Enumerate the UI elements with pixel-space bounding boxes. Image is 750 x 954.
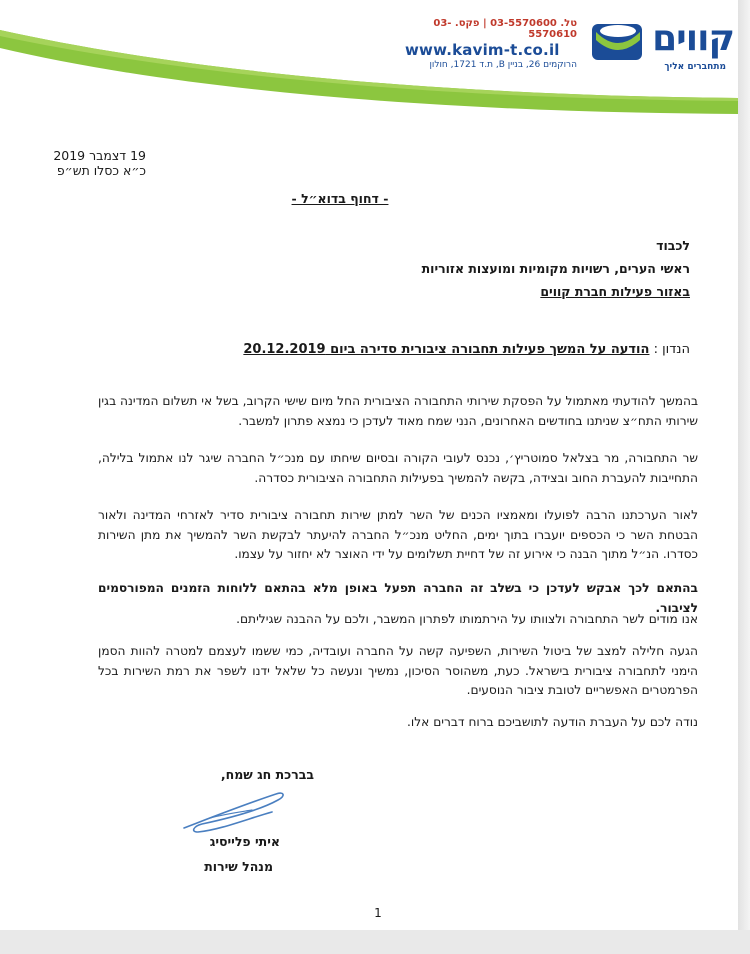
- body-paragraph: בהמשך להודעתי מאתמול על הפסקת שירותי התחבורה הציבורית החל מיום שישי הקרוב, בשל אי תשלום המדינה בגין שירותי התח״צ שניתנו בחודשים האחרונים, הנני שמח מאוד לעדכן כי נמצא פתרון למשבר.: [98, 394, 698, 428]
- letter-date: [6, 148, 146, 178]
- body-paragraph: לאור הערכתנו הרבה לפועלו ומאמציו הכנים של השר למתן שירות תחבורה ציבורית סדיר לאזרחי המדינה ולאור הבטחת השר כי הכספים יועברו בתוך ימים, החליט מנכ״ל החברה להיעתר לבקשת השר להמשיך את מתן השירות כסדרו. הנ״ל מתוך הבנה כי אירוע זה של דחיית תשלומים על ידי האוצר לא יחזור על עצמו.: [98, 508, 698, 562]
- company-name: קווים: [652, 18, 734, 59]
- handwritten-signature: [180, 788, 290, 838]
- signer-title: מנהל שירות: [204, 859, 273, 874]
- website-link[interactable]: www.kavim-t.co.il: [405, 41, 560, 59]
- phone-fax: טל. 03-5570600 | פקס. 03-5570610: [433, 18, 577, 40]
- page-number: 1: [374, 906, 382, 920]
- to-line: לכבוד: [656, 238, 690, 253]
- company-address: הרוקמים 26, בניין B, ת.ד 1721, חולון: [429, 60, 577, 70]
- closing-greeting: בברכת חג שמח,: [220, 767, 314, 782]
- distribution-note: [200, 191, 480, 206]
- subject-text: הודעה על המשך פעילות תחבורה ציבורית סדירה ביום 20.12.2019: [243, 342, 650, 357]
- body-paragraph: שר התחבורה, מר בצלאל סמוטריץ׳, נכנס לעובי הקורה ובסיום שיחתו עם מנכ״ל החברה שיגר לנו אתמול בלילה, התחייבות להעברת החוב ובצידה, בקשה להמשיך בפעילות התחבורה הציבורית כסדרה.: [98, 451, 698, 485]
- body-paragraph: נודה לכם על העברת הודעה לתושביכם ברוח דברים אלו.: [407, 715, 698, 729]
- logo-mark-icon: [590, 18, 646, 64]
- date-hebrew: כ״א כסלו תש״פ: [56, 163, 146, 178]
- body-paragraph: אנו מודים לשר התחבורה ולצוותו על הירתמותו לפתרון המשבר, ולכם על ההבנה שגיליתם.: [236, 612, 698, 626]
- area-line: באזור פעילות חברת קווים: [540, 284, 690, 299]
- page-edge-shadow: [738, 0, 750, 954]
- date-gregorian: 19 דצמבר 2019: [53, 148, 146, 163]
- distribution-text: - דחוף בדוא״ל -: [291, 191, 389, 206]
- subject-line: [90, 340, 690, 360]
- recipient-block: [290, 234, 690, 303]
- company-slogan: מתחברים אליך: [664, 62, 726, 72]
- subject-prefix: הנדון :: [653, 342, 690, 357]
- recipients-line: ראשי הערים, רשויות מקומיות ומועצות אזוריות: [421, 261, 690, 276]
- contact-block: [405, 18, 577, 70]
- signer-name: איתי פלייסיג: [209, 834, 280, 849]
- company-logo: [590, 14, 740, 86]
- body-paragraph: הגעה חלילה למצב של ביטול השירות, השפיעה קשה על החברה ועובדיה, כמי ששמו לעצמם למטרה להוות הסמן הימני לתחבורה ציבורית בישראל. כעת, משהוסר הסיכון, נמשיך ונעשה כל שלאל ידנו לשפר את רמת השירות בכל הפרמטרים האפשריים לטובת ציבור הנוסעים.: [98, 644, 698, 698]
- body-paragraph-bold: בהתאם לכך אבקש לעדכן כי בשלב זה החברה תפעל באופן מלא בהתאם ללוחות הזמנים המפורסמים לציבור.: [98, 581, 698, 615]
- viewer-bottom-bar: [0, 930, 750, 954]
